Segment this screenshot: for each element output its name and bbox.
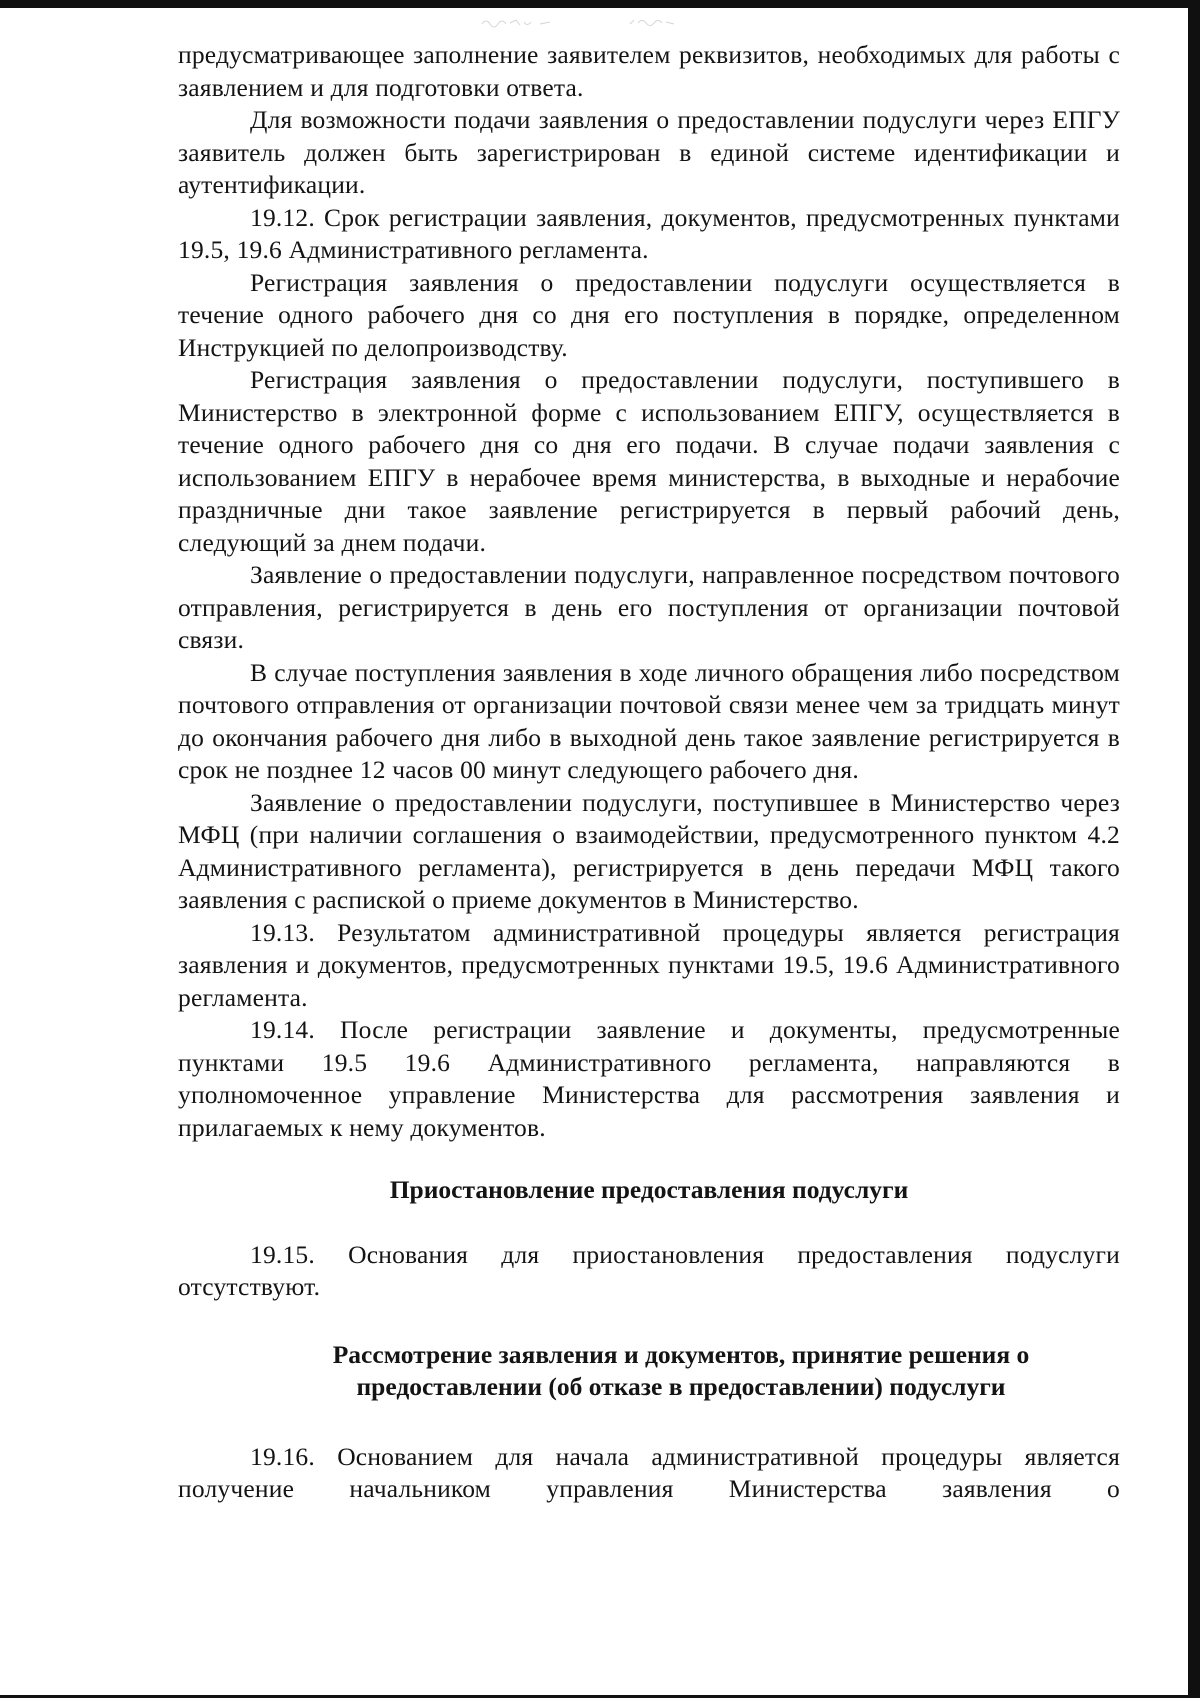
- paragraph-mfc: Заявление о предоставлении подуслуги, поступившее в Министерство через МФЦ (при наличии соглашения о взаимодействии, предусмотренного пунктом 4.2 Административного регламента), регистрируется в день передачи МФЦ такого заявления с распиской о приеме документов в Министерство.: [178, 787, 1120, 914]
- paragraph-19-12: 19.12. Срок регистрации заявления, документов, предусмотренных пунктами 19.5, 19.6 Административного регламента.: [178, 202, 1120, 264]
- heading-suspension: Приостановление предоставления подуслуги: [389, 1175, 909, 1204]
- heading-review: Рассмотрение заявления и документов, принятие решения о предоставлении (об отказе в предоставлении) подуслуги: [332, 1339, 1030, 1401]
- scan-border-right: [1188, 0, 1200, 1698]
- paragraph-registration-term: Регистрация заявления о предоставлении подуслуги осуществляется в течение одного рабочего дня со дня его поступления в порядке, определенном Инструкцией по делопроизводству.: [178, 267, 1120, 362]
- paragraph-epgu-registration: Для возможности подачи заявления о предоставлении подуслуги через ЕПГУ заявитель должен быть зарегистрирован в единой системе идентификации и аутентификации.: [178, 105, 1120, 199]
- document-page: [178, 39, 1120, 1506]
- paragraph-electronic-registration: Регистрация заявления о предоставлении подуслуги, поступившего в Министерство в электронной форме с использованием ЕПГУ, осуществляется в течение одного рабочего дня со дня его подачи. В случае подачи заявления с использованием ЕПГУ в нерабочее время министерства, в выходные и нерабочие праздничные дни такое заявление регистрируется в первый рабочий день, следующий за днем подачи.: [178, 365, 1120, 557]
- paragraph-19-14: 19.14. После регистрации заявление и документы, предусмотренные пунктами 19.5 19.6 Административного регламента, направляются в уполномоченное управление Министерства для рассмотрения заявления и прилагаемых к нему документов.: [178, 1015, 1120, 1142]
- faint-stamp-mark: [480, 14, 710, 32]
- paragraph-postal: Заявление о предоставлении подуслуги, направленное посредством почтового отправления, регистрируется в день его поступления от организации почтовой связи.: [178, 560, 1120, 654]
- paragraph-late-receipt: В случае поступления заявления в ходе личного обращения либо посредством почтового отправления от организации почтовой связи менее чем за тридцать минут до окончания рабочего дня либо в выходной день такое заявление регистрируется в срок не позднее 12 часов 00 минут следующего рабочего дня.: [178, 657, 1120, 784]
- paragraph-19-16: 19.16. Основанием для начала административной процедуры является получение начальником управления Министерства заявления о: [178, 1441, 1120, 1503]
- scan-border-top: [0, 0, 1200, 8]
- paragraph-continuation: предусматривающее заполнение заявителем реквизитов, необходимых для работы с заявлением и для подготовки ответа.: [178, 40, 1120, 102]
- paragraph-19-13: 19.13. Результатом административной процедуры является регистрация заявления и документов, предусмотренных пунктами 19.5, 19.6 Административного регламента.: [178, 917, 1120, 1012]
- paragraph-19-15: 19.15. Основания для приостановления предоставления подуслуги отсутствуют.: [178, 1239, 1120, 1301]
